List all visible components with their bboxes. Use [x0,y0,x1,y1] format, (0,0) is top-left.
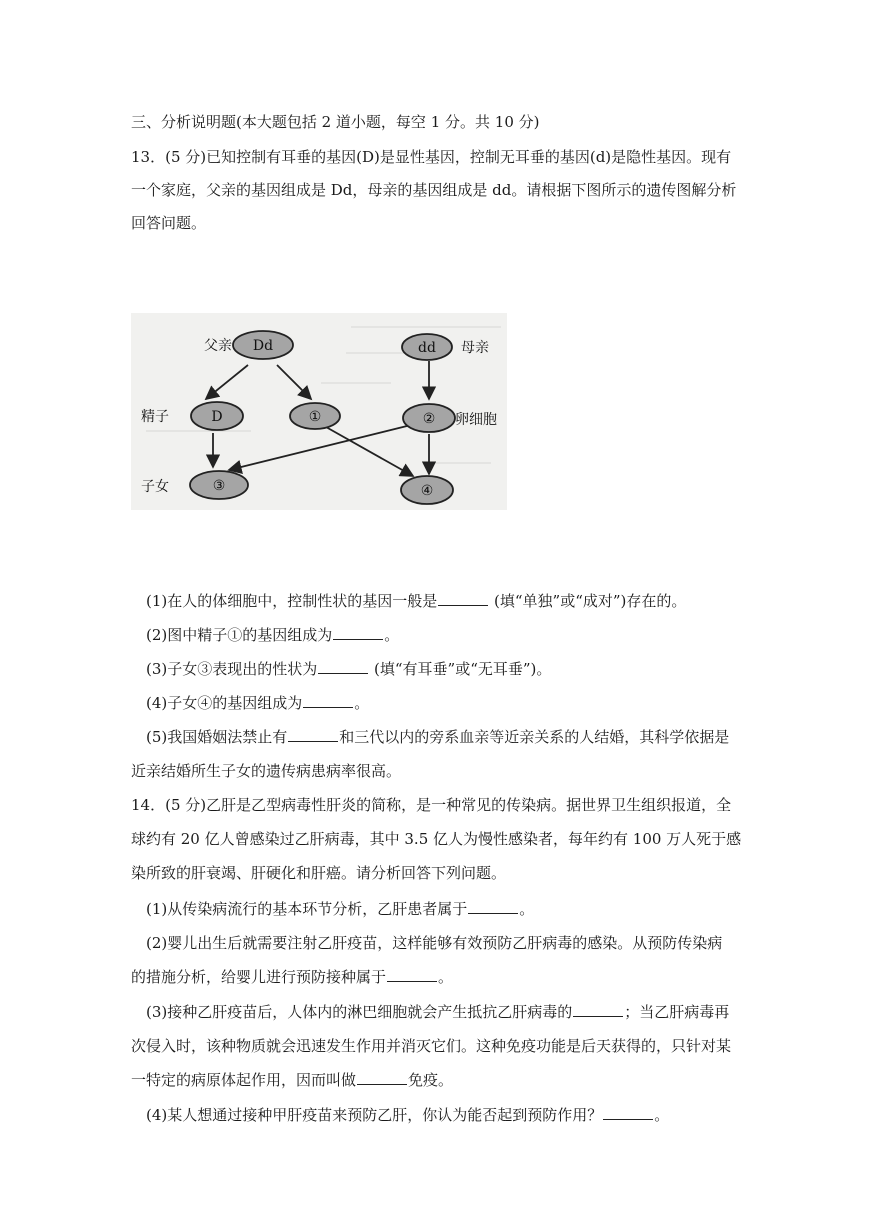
q13-sub1 [146,591,686,611]
answer-blank[interactable] [438,591,488,606]
q14-stem-line-1: 14．(5 分)乙肝是乙型病毒性肝炎的简称，是一种常见的传染病。据世界卫生组织报道，全 [131,796,732,814]
q14-sub3-text-d: 免疫。 [408,1071,454,1089]
q14-sub3-line-3 [131,1070,453,1090]
q14-sub1 [146,899,534,919]
q14-stem-line-2: 球约有 20 亿人曾感染过乙肝病毒，其中 3.5 亿人为慢性感染者，每年约有 100 万人死于感 [131,830,742,848]
q13-sub1-text-a: (1)在人的体细胞中，控制性状的基因一般是 [146,592,438,610]
q13-sub2 [146,625,399,645]
q14-sub4-text-b: 。 [654,1106,670,1124]
q13-sub2-text-a: (2)图中精子①的基因组成为 [146,626,333,644]
mother-label: 母亲 [461,340,489,356]
q14-sub3-line-2: 次侵入时，该种物质就会迅速发生作用并消灭它们。这种免疫功能是后天获得的，只针对某 [131,1037,732,1055]
answer-blank[interactable] [387,967,437,982]
father-genotype: Dd [252,338,274,354]
section-heading: 三、分析说明题(本大题包括 2 道小题，每空 1 分。共 10 分) [131,113,540,131]
q14-sub3-line-1 [146,1002,729,1022]
q13-sub3 [146,659,551,679]
egg-2-text: ② [422,411,436,427]
q13-sub5-text-a: (5)我国婚姻法禁止有 [146,728,288,746]
mother-genotype: dd [418,340,436,356]
answer-blank[interactable] [573,1002,623,1017]
q13-sub4-text-a: (4)子女④的基因组成为 [146,694,303,712]
q13-stem-line-2: 一个家庭，父亲的基因组成是 Dd，母亲的基因组成是 dd。请根据下图所示的遗传图解分析 [131,181,737,199]
q14-sub4-text-a: (4)某人想通过接种甲肝疫苗来预防乙肝，你认为能否起到预防作用？ [146,1106,603,1124]
child-4-text: ④ [420,483,434,499]
q13-sub5-text-b: 和三代以内的旁系血亲等近亲关系的人结婚，其科学依据是 [339,728,730,746]
q13-sub4 [146,693,369,713]
sperm-d-text: D [211,409,223,425]
answer-blank[interactable] [333,625,383,640]
answer-blank[interactable] [288,727,338,742]
q14-stem-line-3: 染所致的肝衰竭、肝硬化和肝癌。请分析回答下列问题。 [131,864,507,882]
answer-blank[interactable] [318,659,368,674]
q13-stem-line-1: 13．(5 分)已知控制有耳垂的基因(D)是显性基因，控制无耳垂的基因(d)是隐性基因。现有 [131,148,732,166]
answer-blank[interactable] [603,1105,653,1120]
q14-sub4 [146,1105,669,1125]
q13-stem-line-3: 回答问题。 [131,214,207,232]
q14-sub3-text-c: 一特定的病原体起作用，因而叫做 [131,1071,357,1089]
child-label: 子女 [141,479,169,495]
q13-sub5-line-2: 近亲结婚所生子女的遗传病患病率很高。 [131,762,402,780]
q14-sub3-text-a: (3)接种乙肝疫苗后，人体内的淋巴细胞就会产生抵抗乙肝病毒的 [146,1003,573,1021]
q13-sub3-text-a: (3)子女③表现出的性状为 [146,660,318,678]
q13-sub2-text-b: 。 [384,626,400,644]
q14-sub3-text-b: ；当乙肝病毒再 [624,1003,730,1021]
q14-sub2-line-1: (2)婴儿出生后就需要注射乙肝疫苗，这样能够有效预防乙肝病毒的感染。从预防传染病 [146,934,723,952]
child-3-text: ③ [212,478,226,494]
q14-sub1-text-b: 。 [519,900,535,918]
q13-sub1-text-b: (填“单独”或“成对”)存在的。 [489,592,687,610]
answer-blank[interactable] [468,899,518,914]
answer-blank[interactable] [303,693,353,708]
q13-sub4-text-b: 。 [354,694,370,712]
q14-sub2-text-b: 。 [438,968,454,986]
inheritance-diagram [131,313,507,510]
q14-sub1-text-a: (1)从传染病流行的基本环节分析，乙肝患者属于 [146,900,468,918]
sperm-1-text: ① [308,409,322,425]
q14-sub2-text-a: 的措施分析，给婴儿进行预防接种属于 [131,968,387,986]
q13-sub5 [146,727,729,747]
q14-sub2-line-2 [131,967,453,987]
egg-label: 卵细胞 [455,412,497,428]
answer-blank[interactable] [357,1070,407,1085]
q13-sub3-text-b: (填“有耳垂”或“无耳垂”)。 [369,660,552,678]
father-label: 父亲 [204,338,232,354]
sperm-label: 精子 [141,409,169,425]
